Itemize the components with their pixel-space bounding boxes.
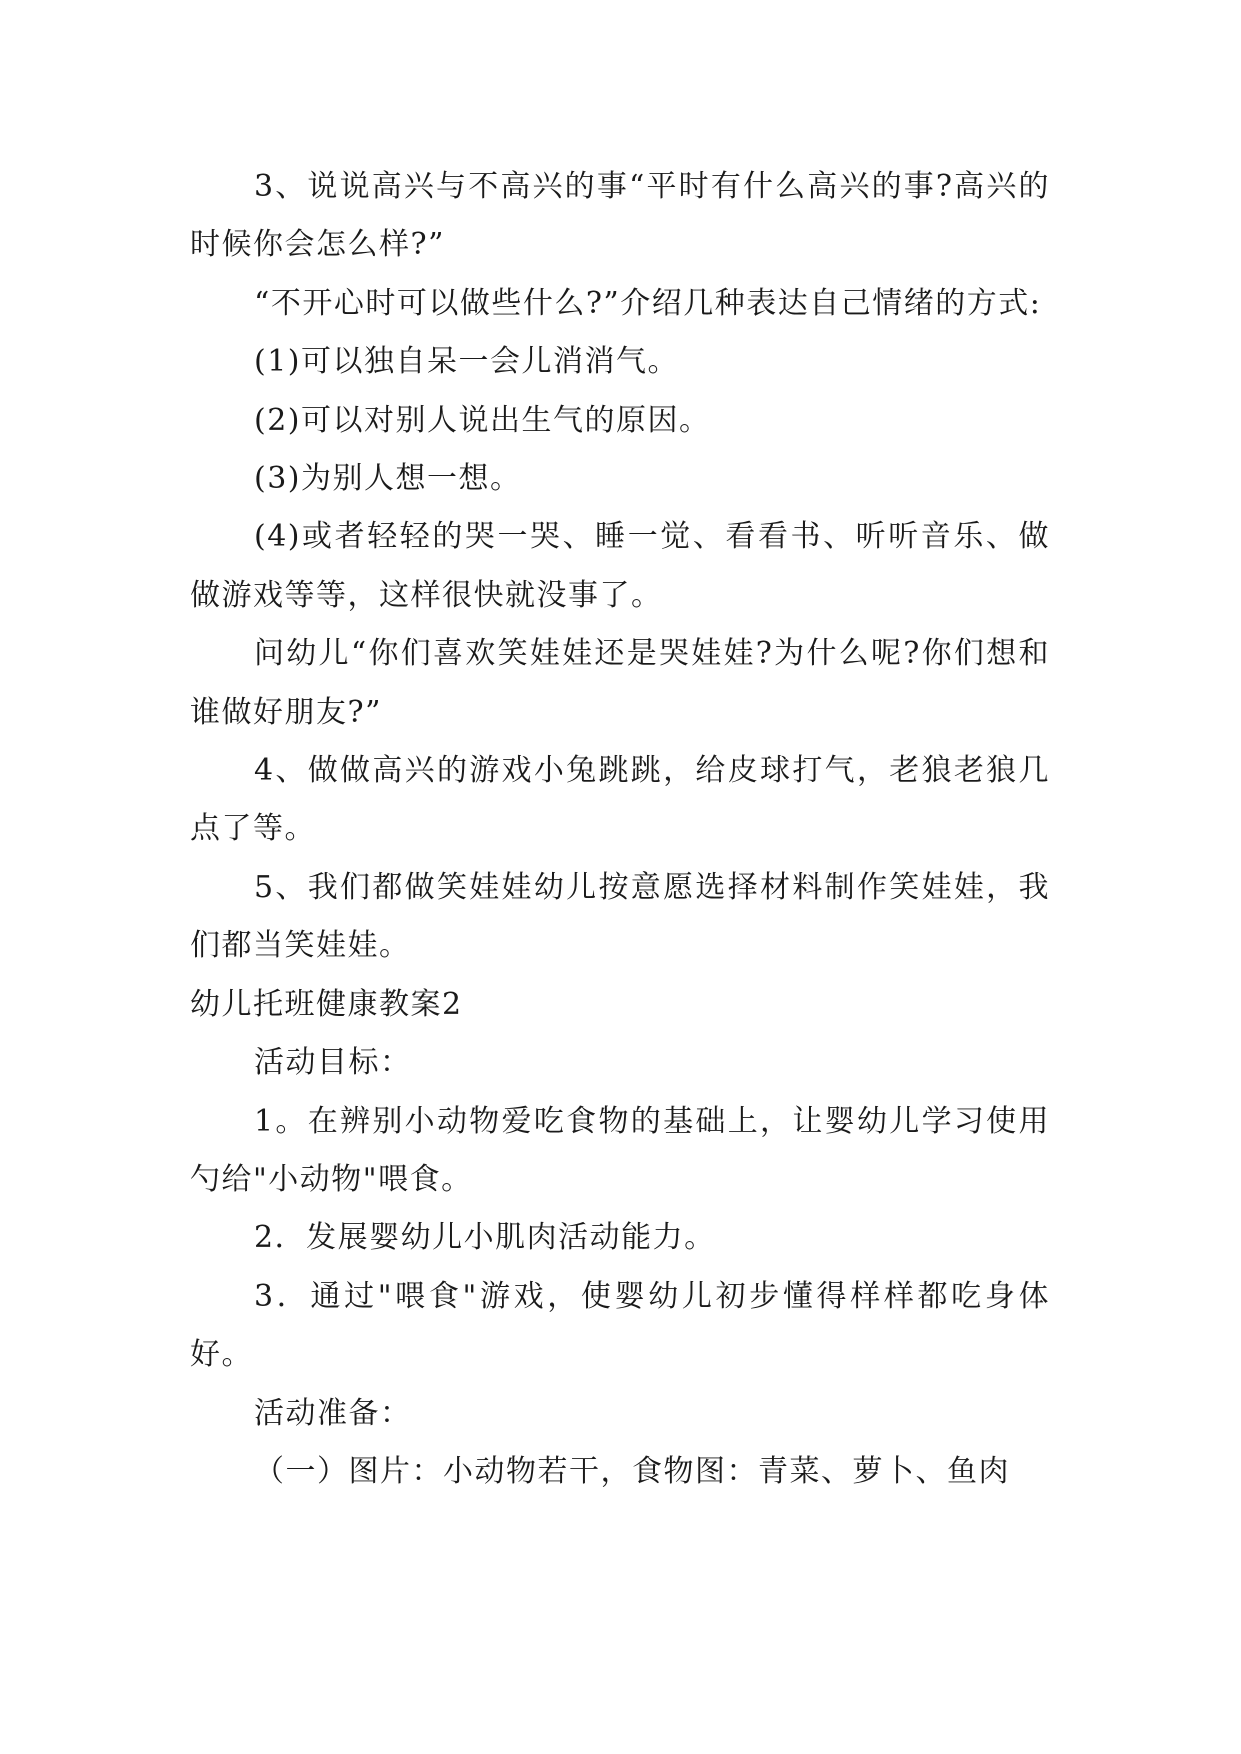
paragraph: “不开心时可以做些什么?”介绍几种表达自己情绪的方式: <box>254 285 1042 321</box>
document-body <box>190 158 1050 1501</box>
list-item: (4)或者轻轻的哭一哭、睡一觉、看看书、听听音乐、做做游戏等等，这样很快就没事了。 <box>190 519 1050 613</box>
section-heading: 幼儿托班健康教案2 <box>190 986 463 1022</box>
list-item: （一）图片：小动物若干，食物图：青菜、萝卜、鱼肉 <box>254 1453 1010 1489</box>
paragraph: 问幼儿“你们喜欢笑娃娃还是哭娃娃?为什么呢?你们想和谁做好朋友?” <box>190 636 1050 730</box>
list-item: (1)可以独自呆一会儿消消气。 <box>254 344 679 380</box>
subheading: 活动准备： <box>254 1395 412 1431</box>
paragraph: 5、我们都做笑娃娃幼儿按意愿选择材料制作笑娃娃，我们都当笑娃娃。 <box>190 869 1050 964</box>
subheading: 活动目标： <box>254 1045 412 1081</box>
list-item: 3．通过"喂食"游戏，使婴幼儿初步懂得样样都吃身体好。 <box>190 1278 1050 1373</box>
paragraph: 3、说说高兴与不高兴的事“平时有什么高兴的事?高兴的时候你会怎么样?” <box>190 169 1050 263</box>
list-item: (2)可以对别人说出生气的原因。 <box>254 402 711 438</box>
list-item: 2．发展婴幼儿小肌肉活动能力。 <box>254 1220 716 1256</box>
list-item: (3)为别人想一想。 <box>254 461 522 497</box>
list-item: 1。在辨别小动物爱吃食物的基础上，让婴幼儿学习使用勺给"小动物"喂食。 <box>190 1103 1050 1197</box>
paragraph: 4、做做高兴的游戏小兔跳跳，给皮球打气，老狼老狼几点了等。 <box>190 753 1050 847</box>
